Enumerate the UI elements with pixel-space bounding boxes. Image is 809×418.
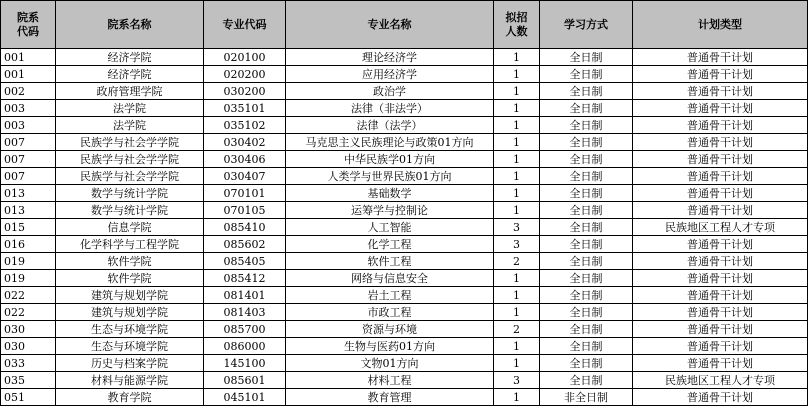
dept-code-cell: 019 xyxy=(1,253,56,270)
dept-code-cell: 001 xyxy=(1,66,56,83)
dept-name-cell: 民族学与社会学学院 xyxy=(56,134,204,151)
dept-name-cell: 生态与环境学院 xyxy=(56,338,204,355)
plan-type-cell: 普通骨干计划 xyxy=(633,83,808,100)
plan-type-cell: 普通骨干计划 xyxy=(633,355,808,372)
dept-name-cell: 信息学院 xyxy=(56,219,204,236)
major-name-cell: 网络与信息安全 xyxy=(286,270,494,287)
major-code-cell: 085405 xyxy=(204,253,286,270)
enroll-count-cell: 1 xyxy=(494,134,540,151)
table-row xyxy=(1,134,808,151)
dept-name-cell: 建筑与规划学院 xyxy=(56,304,204,321)
major-name-cell: 法律（非法学） xyxy=(286,100,494,117)
plan-type-cell: 普通骨干计划 xyxy=(633,66,808,83)
major-name-cell: 教育管理 xyxy=(286,389,494,406)
enroll-count-cell: 1 xyxy=(494,202,540,219)
dept-code-cell: 022 xyxy=(1,287,56,304)
major-name-cell: 中华民族学01方向 xyxy=(286,151,494,168)
major-name-cell: 人类学与世界民族01方向 xyxy=(286,168,494,185)
enroll-count-cell: 3 xyxy=(494,236,540,253)
enroll-count-cell: 1 xyxy=(494,270,540,287)
dept-name-cell: 数学与统计学院 xyxy=(56,185,204,202)
plan-type-cell: 普通骨干计划 xyxy=(633,49,808,66)
study-mode-cell: 全日制 xyxy=(540,236,633,253)
major-code-cell: 085602 xyxy=(204,236,286,253)
major-name-cell: 文物01方向 xyxy=(286,355,494,372)
table-row xyxy=(1,185,808,202)
dept-code-cell: 030 xyxy=(1,338,56,355)
dept-code-cell: 033 xyxy=(1,355,56,372)
plan-type-cell: 普通骨干计划 xyxy=(633,304,808,321)
dept-code-cell: 035 xyxy=(1,372,56,389)
study-mode-cell: 全日制 xyxy=(540,185,633,202)
dept-code-cell: 001 xyxy=(1,49,56,66)
major-code-cell: 020200 xyxy=(204,66,286,83)
enroll-count-cell: 1 xyxy=(494,338,540,355)
dept-code-cell: 015 xyxy=(1,219,56,236)
enroll-count-cell: 1 xyxy=(494,100,540,117)
table-row xyxy=(1,219,808,236)
enroll-count-cell: 1 xyxy=(494,389,540,406)
enroll-count-cell: 1 xyxy=(494,151,540,168)
major-name-cell: 生物与医药01方向 xyxy=(286,338,494,355)
major-name-cell: 运筹学与控制论 xyxy=(286,202,494,219)
dept-code-cell: 007 xyxy=(1,134,56,151)
table-row xyxy=(1,270,808,287)
study-mode-cell: 全日制 xyxy=(540,117,633,134)
enroll-count-cell: 1 xyxy=(494,83,540,100)
major-code-cell: 081401 xyxy=(204,287,286,304)
study-mode-cell: 全日制 xyxy=(540,372,633,389)
dept-name-cell: 法学院 xyxy=(56,117,204,134)
major-name-cell: 法律（法学） xyxy=(286,117,494,134)
dept-name-cell: 建筑与规划学院 xyxy=(56,287,204,304)
major-code-cell: 030407 xyxy=(204,168,286,185)
dept-name-cell: 材料与能源学院 xyxy=(56,372,204,389)
plan-type-cell: 普通骨干计划 xyxy=(633,321,808,338)
enroll-count-cell: 1 xyxy=(494,117,540,134)
plan-type-cell: 普通骨干计划 xyxy=(633,236,808,253)
major-code-cell: 020100 xyxy=(204,49,286,66)
major-name-cell: 软件工程 xyxy=(286,253,494,270)
major-name-cell: 理论经济学 xyxy=(286,49,494,66)
table-row xyxy=(1,372,808,389)
plan-type-cell: 普通骨干计划 xyxy=(633,389,808,406)
major-name-cell: 马克思主义民族理论与政策01方向 xyxy=(286,134,494,151)
plan-type-cell: 普通骨干计划 xyxy=(633,270,808,287)
header-plan-type-line: 计划类型 xyxy=(698,17,742,31)
dept-name-cell: 数学与统计学院 xyxy=(56,202,204,219)
header-dept-name-line: 院系名称 xyxy=(107,17,152,31)
dept-code-cell: 013 xyxy=(1,202,56,219)
table-row xyxy=(1,49,808,66)
study-mode-cell: 全日制 xyxy=(540,168,633,185)
study-mode-cell: 全日制 xyxy=(540,253,633,270)
header-enroll-count xyxy=(494,1,540,49)
study-mode-cell: 全日制 xyxy=(540,151,633,168)
table-row xyxy=(1,253,808,270)
major-code-cell: 085601 xyxy=(204,372,286,389)
dept-name-cell: 民族学与社会学学院 xyxy=(56,168,204,185)
table-row xyxy=(1,168,808,185)
plan-type-cell: 民族地区工程人才专项 xyxy=(633,219,808,236)
major-code-cell: 085410 xyxy=(204,219,286,236)
dept-code-cell: 007 xyxy=(1,168,56,185)
study-mode-cell: 全日制 xyxy=(540,134,633,151)
dept-code-cell: 019 xyxy=(1,270,56,287)
plan-type-cell: 普通骨干计划 xyxy=(633,202,808,219)
dept-name-cell: 教育学院 xyxy=(56,389,204,406)
dept-code-cell: 022 xyxy=(1,304,56,321)
enroll-count-cell: 1 xyxy=(494,355,540,372)
dept-name-cell: 软件学院 xyxy=(56,253,204,270)
major-name-cell: 材料工程 xyxy=(286,372,494,389)
major-name-cell: 资源与环境 xyxy=(286,321,494,338)
dept-name-cell: 历史与档案学院 xyxy=(56,355,204,372)
study-mode-cell: 全日制 xyxy=(540,338,633,355)
table-row xyxy=(1,321,808,338)
major-code-cell: 070105 xyxy=(204,202,286,219)
header-major-name xyxy=(286,1,494,49)
plan-type-cell: 普通骨干计划 xyxy=(633,185,808,202)
header-dept-name xyxy=(56,1,204,49)
dept-name-cell: 民族学与社会学学院 xyxy=(56,151,204,168)
table-row xyxy=(1,117,808,134)
table-row xyxy=(1,287,808,304)
major-name-cell: 应用经济学 xyxy=(286,66,494,83)
enroll-count-cell: 2 xyxy=(494,321,540,338)
dept-name-cell: 化学科学与工程学院 xyxy=(56,236,204,253)
header-plan-type xyxy=(633,1,808,49)
enroll-count-cell: 3 xyxy=(494,372,540,389)
header-enroll-count-line: 拟招 xyxy=(505,10,528,24)
enroll-count-cell: 1 xyxy=(494,66,540,83)
header-row xyxy=(1,1,808,49)
study-mode-cell: 全日制 xyxy=(540,287,633,304)
table-row xyxy=(1,151,808,168)
plan-type-cell: 普通骨干计划 xyxy=(633,117,808,134)
enroll-count-cell: 1 xyxy=(494,304,540,321)
header-dept-code xyxy=(1,1,56,49)
study-mode-cell: 全日制 xyxy=(540,66,633,83)
table-row xyxy=(1,389,808,406)
dept-name-cell: 软件学院 xyxy=(56,270,204,287)
dept-code-cell: 013 xyxy=(1,185,56,202)
table-row xyxy=(1,100,808,117)
enroll-count-cell: 1 xyxy=(494,287,540,304)
header-major-code-line: 专业代码 xyxy=(222,17,267,31)
major-code-cell: 045101 xyxy=(204,389,286,406)
study-mode-cell: 全日制 xyxy=(540,83,633,100)
major-name-cell: 市政工程 xyxy=(286,304,494,321)
major-name-cell: 人工智能 xyxy=(286,219,494,236)
table-row xyxy=(1,304,808,321)
major-name-cell: 政治学 xyxy=(286,83,494,100)
header-dept-code-line: 代码 xyxy=(17,24,39,38)
header-study-mode-line: 学习方式 xyxy=(564,17,608,31)
study-mode-cell: 全日制 xyxy=(540,202,633,219)
major-code-cell: 086000 xyxy=(204,338,286,355)
study-mode-cell: 全日制 xyxy=(540,321,633,338)
dept-name-cell: 经济学院 xyxy=(56,66,204,83)
major-code-cell: 030406 xyxy=(204,151,286,168)
major-code-cell: 085412 xyxy=(204,270,286,287)
dept-name-cell: 法学院 xyxy=(56,100,204,117)
major-code-cell: 145100 xyxy=(204,355,286,372)
dept-code-cell: 016 xyxy=(1,236,56,253)
plan-type-cell: 普通骨干计划 xyxy=(633,287,808,304)
table-header xyxy=(1,1,808,49)
plan-type-cell: 民族地区工程人才专项 xyxy=(633,372,808,389)
major-name-cell: 岩土工程 xyxy=(286,287,494,304)
study-mode-cell: 非全日制 xyxy=(540,389,633,406)
major-code-cell: 070101 xyxy=(204,185,286,202)
dept-name-cell: 生态与环境学院 xyxy=(56,321,204,338)
dept-code-cell: 051 xyxy=(1,389,56,406)
header-major-code xyxy=(204,1,286,49)
header-enroll-count-line: 人数 xyxy=(505,24,528,38)
dept-code-cell: 003 xyxy=(1,117,56,134)
dept-code-cell: 030 xyxy=(1,321,56,338)
plan-type-cell: 普通骨干计划 xyxy=(633,338,808,355)
dept-code-cell: 003 xyxy=(1,100,56,117)
study-mode-cell: 全日制 xyxy=(540,49,633,66)
table-row xyxy=(1,236,808,253)
study-mode-cell: 全日制 xyxy=(540,270,633,287)
dept-name-cell: 政府管理学院 xyxy=(56,83,204,100)
major-code-cell: 035102 xyxy=(204,117,286,134)
plan-type-cell: 普通骨干计划 xyxy=(633,100,808,117)
major-name-cell: 化学工程 xyxy=(286,236,494,253)
study-mode-cell: 全日制 xyxy=(540,100,633,117)
header-major-name-line: 专业名称 xyxy=(367,17,412,31)
major-name-cell: 基础数学 xyxy=(286,185,494,202)
dept-code-cell: 002 xyxy=(1,83,56,100)
enroll-count-cell: 2 xyxy=(494,253,540,270)
dept-name-cell: 经济学院 xyxy=(56,49,204,66)
study-mode-cell: 全日制 xyxy=(540,355,633,372)
header-study-mode xyxy=(540,1,633,49)
plan-type-cell: 普通骨干计划 xyxy=(633,253,808,270)
major-code-cell: 081403 xyxy=(204,304,286,321)
table-row xyxy=(1,83,808,100)
enroll-count-cell: 1 xyxy=(494,185,540,202)
enroll-count-cell: 1 xyxy=(494,168,540,185)
header-dept-code-line: 院系 xyxy=(17,10,39,24)
major-code-cell: 030402 xyxy=(204,134,286,151)
study-mode-cell: 全日制 xyxy=(540,304,633,321)
plan-type-cell: 普通骨干计划 xyxy=(633,151,808,168)
table-body xyxy=(1,49,808,406)
plan-type-cell: 普通骨干计划 xyxy=(633,134,808,151)
enroll-count-cell: 1 xyxy=(494,49,540,66)
plan-type-cell: 普通骨干计划 xyxy=(633,168,808,185)
major-code-cell: 030200 xyxy=(204,83,286,100)
table-row xyxy=(1,355,808,372)
table-row xyxy=(1,66,808,83)
major-code-cell: 035101 xyxy=(204,100,286,117)
table-row xyxy=(1,202,808,219)
dept-code-cell: 007 xyxy=(1,151,56,168)
enroll-count-cell: 3 xyxy=(494,219,540,236)
major-code-cell: 085700 xyxy=(204,321,286,338)
table-row xyxy=(1,338,808,355)
study-mode-cell: 全日制 xyxy=(540,219,633,236)
